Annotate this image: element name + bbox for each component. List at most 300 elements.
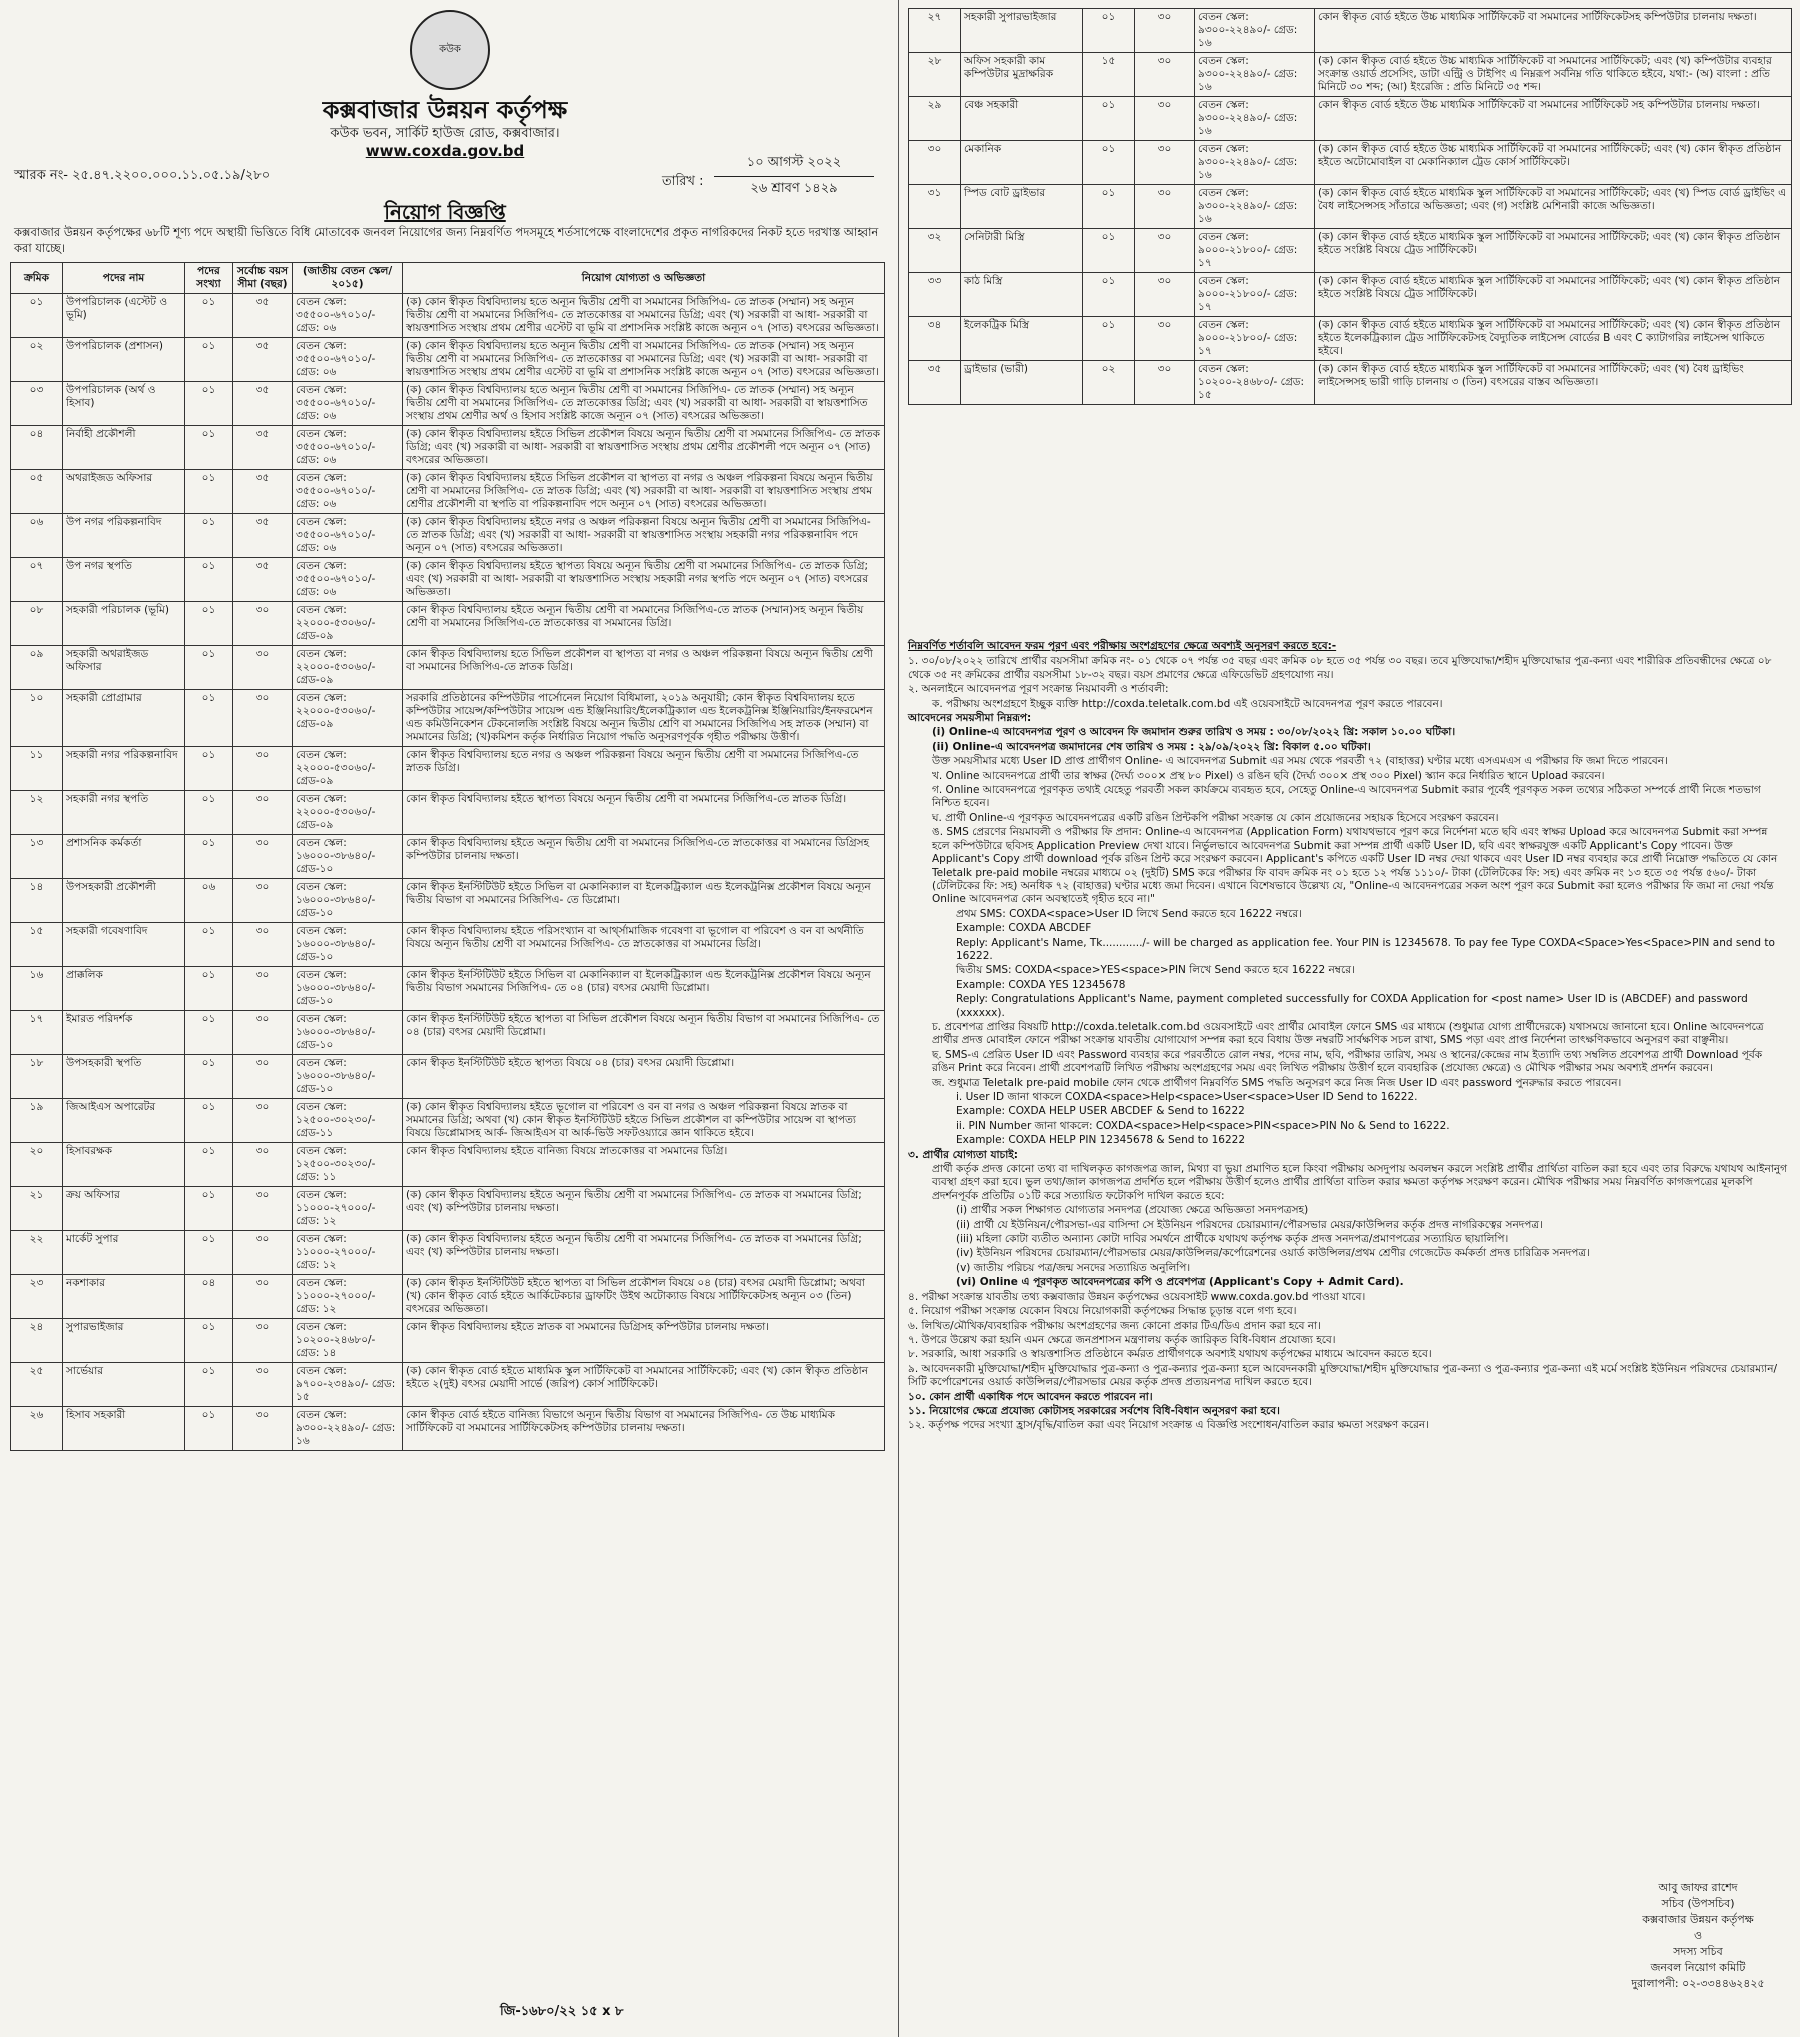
column-divider (898, 0, 899, 2037)
header-serial: ক্রমিক (11, 263, 63, 294)
post-name-cell: সহকারী অথরাইজড অফিসার (63, 646, 185, 690)
date-english: ১০ আগস্ট ২০২২ (714, 151, 874, 177)
post-name-cell: নকশাকার (63, 1275, 185, 1319)
age-limit-cell: ৩০ (233, 791, 293, 835)
doc-i: (i) প্রার্থীর সকল শিক্ষাগত যোগ্যতার সনদপত্র (প্রযোজ্য ক্ষেত্রে অভিজ্ঞতা সনদপত্রসহ) (956, 1204, 1309, 1217)
table-row (11, 690, 885, 747)
age-limit-cell: ৩০ (233, 923, 293, 967)
pay-scale-cell: বেতন স্কেল: ১৬০০০-৩৮৬৪০/- গ্রেড-১০ (293, 923, 403, 967)
age-limit-cell: ৩০ (233, 1363, 293, 1407)
qualification-cell: কোন স্বীকৃত বোর্ড হইতে উচ্চ মাধ্যমিক সার্টিফিকেট বা সমমানের সার্টিফিকেট সহ কম্পিউটার চালনায় দক্ষতা। (1315, 97, 1792, 141)
serial-cell: ১০ (11, 690, 63, 747)
serial-cell: ৩৩ (909, 273, 961, 317)
serial-cell: ২৪ (11, 1319, 63, 1363)
qualification-cell: (ক) কোন স্বীকৃত বিশ্ববিদ্যালয় হইতে স্থাপত্য বিষয়ে অন্যূন দ্বিতীয় শ্রেণী বা সমমানের সিজিপিএ- তে স্নাতক ডিগ্রি; এবং (খ) সরকারী বা আধা- সরকারী বা স্বায়ত্তশাসিত সংস্থায় সহকারী নগর স্থপতি পদে অন্যূন ০৭ (সাত) বৎসরের অভিজ্ঞতা। (403, 558, 885, 602)
table-row (11, 646, 885, 690)
qualification-cell: কোন স্বীকৃত বিশ্ববিদ্যালয় হইতে অন্যূন দ্বিতীয় শ্রেণী বা সমমানের সিজিপিএ-তে স্নাতক (সম্মান)সহ অন্যূন দ্বিতীয় শ্রেণী বা সমমানের সিজিপিএ-তে স্নাতকোত্তর বা সমমানের ডিগ্রি। (403, 602, 885, 646)
qualification-cell: (ক) কোন স্বীকৃত বিশ্ববিদ্যালয় হতে অন্যূন দ্বিতীয় শ্রেণী বা সমমানের সিজিপিএ- তে স্নাতক (সম্মান) সহ অন্যূন দ্বিতীয় শ্রেণী বা সমমানের সিজিপিএ- তে স্নাতকোত্তর ডিগ্রি; এবং (খ) সরকারী বা আধা- সরকারী বা স্বায়ত্তশাসিত সংস্থায় প্রথম শ্রেণীর অর্থ ও হিসাব সংশ্লিষ্ট কাজে অন্যূন ০৭ (সাত) বৎসরের অভিজ্ঞতা। (403, 382, 885, 426)
table-header-row (11, 263, 885, 294)
table-row (909, 273, 1792, 317)
table-row (11, 1275, 885, 1319)
table-row (11, 294, 885, 338)
table-row (909, 141, 1792, 185)
header-post: পদের নাম (63, 263, 185, 294)
qualification-cell: (ক) কোন স্বীকৃত বোর্ড হইতে মাধ্যমিক স্কুল সার্টিফিকেট বা সমমানের সার্টিফিকেট; এবং (খ) কোন স্বীকৃত প্রতিষ্ঠান হইতে সংশ্লিষ্ট বিষয়ে ট্রেড সার্টিফিকেট। (1315, 273, 1792, 317)
age-limit-cell: ৩০ (233, 646, 293, 690)
post-name-cell: ইমারত পরিদর্শক (63, 1011, 185, 1055)
post-count-cell: ০১ (185, 1055, 233, 1099)
qualification-cell: (ক) কোন স্বীকৃত বোর্ড হইতে মাধ্যমিক স্কুল সার্টিফিকেট বা সমমানের সার্টিফিকেট; এবং (খ) কোন স্বীকৃত প্রতিষ্ঠান হইতে ২(দুই) বৎসর মেয়াদী সার্ভে (জরিপ) কোর্স সার্টিফিকেট। (403, 1363, 885, 1407)
instruction-7: ৭. উপরে উল্লেখ করা হয়নি এমন ক্ষেত্রে জনপ্রশাসন মন্ত্রণালয় কর্তৃক জারিকৃত বিধি-বিধান প্রযোজ্য হবে। (908, 1333, 1336, 1346)
table-row (11, 835, 885, 879)
post-count-cell: ০১ (185, 1099, 233, 1143)
qualification-cell: (ক) কোন স্বীকৃত বোর্ড হইতে মাধ্যমিক স্কুল সার্টিফিকেট বা সমমানের সার্টিফিকেট; এবং (খ) কোন স্বীকৃত প্রতিষ্ঠান হইতে সংশ্লিষ্ট বিষয়ে ট্রেড সার্টিফিকেট। (1315, 229, 1792, 273)
serial-cell: ৩৪ (909, 317, 961, 361)
post-count-cell: ০১ (185, 558, 233, 602)
serial-cell: ২২ (11, 1231, 63, 1275)
table-row (11, 747, 885, 791)
right-column (908, 0, 1800, 2037)
pay-scale-cell: বেতন স্কেল: ৩৫৫০০-৬৭০১০/- গ্রেড: ০৬ (293, 382, 403, 426)
sms-first-reply: Reply: Applicant's Name, Tk............/- will be charged as application fee. Your PIN is 12345678. To pay fee Type COXDA<Space>Yes<Space>PIN and send to 16222. (956, 936, 1775, 962)
instruction-11: ১১. নিয়োগের ক্ষেত্রে প্রযোজ্য কোটাসহ সরকারের সর্বশেষ বিধি-বিধান অনুসরণ করা হবে। (908, 1404, 1280, 1417)
pay-scale-cell: বেতন স্কেল: ১৬০০০-৩৮৬৪০/- গ্রেড-১০ (293, 1011, 403, 1055)
serial-cell: ২৯ (909, 97, 961, 141)
post-name-cell: প্রাক্কলিক (63, 967, 185, 1011)
serial-cell: ১৩ (11, 835, 63, 879)
qualification-cell: (ক) কোন স্বীকৃত বোর্ড হইতে উচ্চ মাধ্যমিক সার্টিফিকেট বা সমমানের সার্টিফিকেট; এবং (খ) কোন স্বীকৃত প্রতিষ্ঠান হইতে অটোমোবাইল বা মেকানিক্যাল ট্রেড কোর্স সার্টিফিকেট। (1315, 141, 1792, 185)
age-limit-cell: ৩০ (1135, 9, 1195, 53)
table-row (11, 1407, 885, 1451)
signatory-phone: দুরালাপনী: ০২-৩৩৪৪৬২৪২৫ (1631, 1977, 1765, 1990)
serial-cell: ০৩ (11, 382, 63, 426)
serial-cell: ৩০ (909, 141, 961, 185)
table-row (909, 53, 1792, 97)
serial-cell: ২৬ (11, 1407, 63, 1451)
sms-first-example: Example: COXDA ABCDEF (956, 922, 1092, 935)
header-qualification: নিয়োগ যোগ্যতা ও অভিজ্ঞতা (403, 263, 885, 294)
post-count-cell: ০১ (185, 967, 233, 1011)
qualification-cell: (ক) কোন স্বীকৃত বিশ্ববিদ্যালয় হইতে সিভিল প্রকৌশল বিষয়ে অন্যূন দ্বিতীয় শ্রেণী বা সমমানের সিজিপিএ- তে স্নাতক ডিগ্রি; এবং (খ) সরকারী বা আধা- সরকারী বা স্বায়ত্তশাসিত সংস্থায় প্রথম শ্রেণীর প্রকৌশলী পদে অন্যূন ০৭ (সাত) বৎসরের অভিজ্ঞতা। (403, 426, 885, 470)
post-count-cell: ০১ (1083, 317, 1135, 361)
age-limit-cell: ৩০ (233, 1187, 293, 1231)
table-row (909, 9, 1792, 53)
table-row (909, 317, 1792, 361)
pay-scale-cell: বেতন স্কেল: ২২০০০-৫৩০৬০/- গ্রেড-০৯ (293, 602, 403, 646)
serial-cell: ২০ (11, 1143, 63, 1187)
post-count-cell: ০১ (1083, 97, 1135, 141)
post-name-cell: হিসাব সহকারী (63, 1407, 185, 1451)
table-row (11, 791, 885, 835)
table-row (11, 1363, 885, 1407)
pay-scale-cell: বেতন স্কেল: ১২৫০০-৩০২৩০/- গ্রেড-১১ (293, 1099, 403, 1143)
post-count-cell: ০৪ (185, 1275, 233, 1319)
pay-scale-cell: বেতন স্কেল: ১০২০০-২৪৬৮০/- গ্রেড: ১৪ (293, 1319, 403, 1363)
age-limit-cell: ৩০ (233, 602, 293, 646)
qualification-cell: (ক) কোন স্বীকৃত বিশ্ববিদ্যালয় হইতে সিভিল প্রকৌশল বা স্থাপত্য বা নগর ও অঞ্চল পরিকল্পনা বিষয়ে অন্যূন দ্বিতীয় শ্রেণী বা সমমানের সিজিপিএ- তে স্নাতক ডিগ্রি; এবং (খ) সরকারী বা আধা- সরকারী বা স্বায়ত্তশাসিত সংস্থায় প্রথম শ্রেণীর প্রকৌশলী বা স্থপতি বা পরিকল্পনাবিদ পদে অন্যূন ০৭ (সাত) বৎসরের অভিজ্ঞতা। (403, 470, 885, 514)
pay-scale-cell: বেতন স্কেল: ১৬০০০-৩৮৬৪০/- গ্রেড-১০ (293, 835, 403, 879)
age-limit-cell: ৩০ (1135, 97, 1195, 141)
post-name-cell: ইলেকট্রিক মিস্ত্রি (961, 317, 1083, 361)
table-row (11, 879, 885, 923)
pay-scale-cell: বেতন স্কেল: ৯৩০০-২২৪৯০/- গ্রেড: ১৬ (293, 1407, 403, 1451)
pay-scale-cell: বেতন স্কেল: ১৬০০০-৩৮৬৪০/- গ্রেড-১০ (293, 879, 403, 923)
pay-scale-cell: বেতন স্কেল: ৯০০০-২১৮০০/- গ্রেড: ১৭ (1195, 273, 1315, 317)
age-limit-cell: ৩০ (233, 967, 293, 1011)
post-count-cell: ০২ (1083, 361, 1135, 405)
qualification-cell: (ক) কোন স্বীকৃত বোর্ড হইতে মাধ্যমিক স্কুল সার্টিফিকেট বা সমমানের সার্টিফিকেট; এবং (খ) বৈধ ড্রাইভিং লাইসেন্সসহ ভারী গাড়ি চালনায় ৩ (তিন) বৎসরের বাস্তব অভিজ্ঞতা। (1315, 361, 1792, 405)
qualification-cell: (ক) কোন স্বীকৃত বিশ্ববিদ্যালয় হইতে নগর ও অঞ্চল পরিকল্পনা বিষয়ে অন্যূন দ্বিতীয় শ্রেণী বা সমমানের সিজিপিএ- তে স্নাতক ডিগ্রি; এবং (খ) সরকারী বা আধা- সরকারী বা স্বায়ত্তশাসিত সংস্থায় সহকারী নগর পরিকল্পনাবিদ পদে অন্যূন ০৭ (সাত) বৎসরের অভিজ্ঞতা। (403, 514, 885, 558)
qualification-cell: কোন স্বীকৃত ইনস্টিটিউট হইতে সিভিল বা মেকানিক্যাল বা ইলেকট্রিক্যাল এন্ড ইলেকট্রনিক্স প্রকৌশল বিষয়ে অন্যূন দ্বিতীয় বিভাগ বা সমমানের সিজিপিএ- তে ডিপ্লোমা। (403, 879, 885, 923)
pay-scale-cell: বেতন স্কেল: ৯৩০০-২২৪৯০/- গ্রেড: ১৬ (1195, 185, 1315, 229)
age-limit-cell: ৩০ (1135, 53, 1195, 97)
serial-cell: ১৫ (11, 923, 63, 967)
instruction-8: ৮. সরকারি, আধা সরকারি ও স্বায়ত্তশাসিত প্রতিষ্ঠানে কর্মরত প্রার্থীগণকে অবশ্যই যথাযথ কর্তৃপক্ষের মাধ্যমে আবেদন করতে হবে। (908, 1348, 1432, 1361)
header-count: পদের সংখ্যা (185, 263, 233, 294)
serial-cell: ১৭ (11, 1011, 63, 1055)
post-name-cell: সহকারী গবেষণাবিদ (63, 923, 185, 967)
instruction-2-start: (i) Online-এ আবেদনপত্র পূরণ ও আবেদন ফি জমাদান শুরুর তারিখ ও সময় : ৩০/০৮/২০২২ খ্রি: সকাল ১০.০০ ঘটিকা। (932, 726, 1456, 739)
qualification-cell: কোন স্বীকৃত বিশ্ববিদ্যালয় হইতে পরিসংখ্যান বা আর্থ্সামাজিক গবেষণা বা ভূগোল বা পরিবেশ ও বন বা অর্থনীতি বিষয়ে অন্যূন দ্বিতীয় শ্রেণী বা সমমানের সিজিপিএ- তে স্নাতকোত্তর বা সমমানের ডিগ্রি। (403, 923, 885, 967)
instruction-2-timeline: আবেদনের সময়সীমা নিম্নরূপ: (908, 712, 1032, 725)
post-name-cell: কাঠ মিস্ত্রি (961, 273, 1083, 317)
post-name-cell: উপপরিচালক (প্রশাসন) (63, 338, 185, 382)
pay-scale-cell: বেতন স্কেল: ৩৫৫০০-৬৭০১০/- গ্রেড: ০৬ (293, 426, 403, 470)
pay-scale-cell: বেতন স্কেল: ৩৫৫০০-৬৭০১০/- গ্রেড: ০৬ (293, 470, 403, 514)
intro-text: কক্সবাজার উন্নয়ন কর্তৃপক্ষের ৬৮টি শূণ্য পদে অস্থায়ী ভিত্তিতে বিধি মোতাবেক জনবল নিয়োগের জন্য নিম্নবর্ণিত পদসমূহে শর্তসাপেক্ষে বাংলাদেশের প্রকৃত নাগরিকদের নিকট হতে দরখাস্ত আহ্বান করা যাচ্ছে। (14, 225, 879, 255)
org-website[interactable]: www.coxda.gov.bd (365, 142, 525, 160)
qualification-cell: (ক) কোন স্বীকৃত বোর্ড হইতে উচ্চ মাধ্যমিক সার্টিফিকেট বা সমমানের সার্টিফিকেট; এবং (খ) কম্পিউটার ব্যবহার সংক্রান্ত ওয়ার্ড প্রসেসিং, ডাটা এন্ট্রি ও টাইপিং এ নিম্নরূপ সর্বনিম্ন গতি থাকিতে হইবে, যথা:- (অ) বাংলা : প্রতি মিনিটে ৩০ শব্দ; (আ) ইংরেজি : প্রতি মিনিটে ৩৫ শব্দ। (1315, 53, 1792, 97)
instruction-3: ৩. প্রার্থীর যোগ্যতা যাচাই: (908, 1148, 1018, 1161)
post-count-cell: ০১ (185, 747, 233, 791)
post-count-cell: ০৬ (185, 879, 233, 923)
serial-cell: ১৬ (11, 967, 63, 1011)
qualification-cell: (ক) কোন স্বীকৃত বিশ্ববিদ্যালয় হতে অন্যূন দ্বিতীয় শ্রেণী বা সমমানের সিজিপিএ- তে স্নাতক (সম্মান) সহ অন্যূন দ্বিতীয় শ্রেণী বা সমমানের সিজিপিএ- তে স্নাতকোত্তর বা সমমানের ডিগ্রি; এবং (খ) সরকারী বা আধা- সরকারী বা স্বায়ত্তশাসিত সংস্থায় প্রথম শ্রেণীর এস্টেট বা ভূমি বা প্রশাসনিক সংশ্লিষ্ট কাজে অন্যূন ০৭ (সাত) বৎসরের অভিজ্ঞতা। (403, 338, 885, 382)
pay-scale-cell: বেতন স্কেল: ৯৩০০-২২৪৯০/- গ্রেড: ১৬ (1195, 97, 1315, 141)
post-name-cell: সহকারী প্রোগ্রামার (63, 690, 185, 747)
instruction-3-text: প্রার্থী কর্তৃক প্রদত্ত কোনো তথ্য বা দাখিলকৃত কাগজপত্র জাল, মিথ্যা বা ভুয়া প্রমাণিত হলে কিংবা পরীক্ষায় অসদুপায় অবলম্বন করলে সংশ্লিষ্ট প্রার্থীর প্রার্থিতা বাতিল করা হবে এবং তার বিরুদ্ধে যথাযথ আইনানুগ ব্যবস্থা গ্রহণ করা হবে। ভুল তথ্য/জাল কাগজপত্র প্রদর্শিত হলে পরীক্ষায় উত্তীর্ণ হলেও প্রার্থীর প্রার্থিতা বাতিল করার ক্ষমতা কর্তৃপক্ষ সংরক্ষণ করেন। মৌখিক পরীক্ষার সময় নিম্নবর্ণিত কাগজপত্রের মূলকপি প্রদর্শনপূর্বক প্রতিটির ০১টি করে সত্যায়িত ফটোকপি দাখিল করতে হবে: (932, 1163, 1787, 1202)
qualification-cell: (ক) কোন স্বীকৃত বোর্ড হইতে মাধ্যমিক স্কুল সার্টিফিকেট বা সমমানের সার্টিফিকেট; এবং (খ) কোন স্বীকৃত প্রতিষ্ঠান হইতে ইলেকট্রিক্যাল ট্রেড সার্টিফিকেটসহ বৈদ্যুতিক লাইসেন্স বোর্ডের B এবং C ক্যাটাগরির লাইসেন্স থাকিতে হইবে। (1315, 317, 1792, 361)
table-row (11, 382, 885, 426)
serial-cell: ১৯ (11, 1099, 63, 1143)
post-count-cell: ০১ (185, 1363, 233, 1407)
doc-ii: (ii) প্রার্থী যে ইউনিয়ন/পৌরসভা-এর বাসিন্দা সে ইউনিয়ন পরিষদের চেয়ারম্যান/পৌরসভার মেয়র/কাউন্সিলর কর্তৃক প্রদত্ত নাগরিকত্বের সনদপত্র। (956, 1218, 1543, 1231)
left-column (0, 0, 890, 2037)
post-count-cell: ০১ (1083, 273, 1135, 317)
post-count-cell: ০১ (185, 835, 233, 879)
serial-cell: ০৯ (11, 646, 63, 690)
pay-scale-cell: বেতন স্কেল: ১৬০০০-৩৮৬৪০/- গ্রেড-১০ (293, 967, 403, 1011)
qualification-cell: (ক) কোন স্বীকৃত ইনস্টিটিউট হইতে স্থাপত্য বা সিভিল প্রকৌশল বিষয়ে ০৪ (চার) বৎসর মেয়াদী ডিপ্লোমা; অথবা (খ) কোন স্বীকৃত বোর্ড হইতে আর্কিটেকচার ড্রাফটিং উইথ অটোক্যাড বিষয়ে সার্টিফিকেটসহ অন্যূন ০৩ (তিন) বৎসরের অভিজ্ঞতা। (403, 1275, 885, 1319)
pay-scale-cell: বেতন স্কেল: ২২০০০-৫৩০৬০/- গ্রেড-০৯ (293, 646, 403, 690)
table-row (909, 97, 1792, 141)
org-address: কউক ভবন, সার্কিট হাউজ রোড, কক্সবাজার। (330, 126, 560, 141)
serial-cell: ০১ (11, 294, 63, 338)
sms-second-reply: Reply: Congratulations Applicant's Name, payment completed successfully for COXDA Application for <post name> User ID is (ABCDEF) and password (xxxxxx). (956, 993, 1748, 1019)
serial-cell: ৩১ (909, 185, 961, 229)
age-limit-cell: ৩০ (233, 879, 293, 923)
age-limit-cell: ৩০ (233, 690, 293, 747)
table-row (11, 1231, 885, 1275)
instruction-2a: ক. পরীক্ষায় অংশগ্রহণে ইচ্ছুক ব্যক্তি http://coxda.teletalk.com.bd এই ওয়েবসাইটে আবেদনপত্র পূরণ করতে পারবেন। (932, 697, 1443, 710)
post-name-cell: মার্কেট সুপার (63, 1231, 185, 1275)
sms-second: দ্বিতীয় SMS: COXDA<space>YES<space>PIN লিখে Send করতে হবে 16222 নম্বরে। (956, 964, 1355, 977)
age-limit-cell: ৩০ (233, 1011, 293, 1055)
instruction-2-end: (ii) Online-এ আবেদনপত্র জমাদানের শেষ তারিখ ও সময় : ২৯/০৯/২০২২ খ্রি: বিকাল ৫.০০ ঘটিকা। (932, 740, 1371, 753)
table-row (11, 470, 885, 514)
pay-scale-cell: বেতন স্কেল: ২২০০০-৫৩০৬০/- গ্রেড-০৯ (293, 791, 403, 835)
org-logo: কউক (410, 10, 490, 90)
instruction-2: ২. অনলাইনে আবেদনপত্র পূরণ সংক্রান্ত নিয়মাবলী ও শর্তাবলী: (908, 683, 1169, 696)
post-name-cell: মেকানিক (961, 141, 1083, 185)
instructions (908, 640, 1788, 1434)
post-name-cell: ড্রাইভার (ভারী) (961, 361, 1083, 405)
table-row (11, 1187, 885, 1231)
recover-pin: ii. PIN Number জানা থাকলে: COXDA<space>Help<space>PIN<space>PIN No & Send to 16222. (956, 1119, 1450, 1132)
qualification-cell: কোন স্বীকৃত বিশ্ববিদ্যালয় হইতে অন্যূন দ্বিতীয় শ্রেণী বা সমমানের সিজিপিএ-তে স্নাতকোত্তর বা সমমানের ডিগ্রিসহ কম্পিউটার চালনায় দক্ষতা। (403, 835, 885, 879)
post-count-cell: ০১ (185, 791, 233, 835)
post-count-cell: ০১ (1083, 229, 1135, 273)
age-limit-cell: ৩০ (233, 1143, 293, 1187)
serial-cell: ১৮ (11, 1055, 63, 1099)
qualification-cell: কোন স্বীকৃত বিশ্ববিদ্যালয় হতে সিভিল প্রকৌশল বা স্থাপত্য বা নগর ও অঞ্চল পরিকল্পনা বিষয়ে অন্যূন দ্বিতীয় শ্রেণী বা সমমানের সিজিপিএ-তে স্নাতক ডিগ্রি। (403, 646, 885, 690)
qualification-cell: কোন স্বীকৃত বিশ্ববিদ্যালয় হইতে বানিজ্য বিষয়ে স্নাতকোত্তর বা সমমানের ডিগ্রি। (403, 1143, 885, 1187)
post-name-cell: সহকারী নগর স্থপতি (63, 791, 185, 835)
org-name: কক্সবাজার উন্নয়ন কর্তৃপক্ষ (322, 96, 568, 124)
pay-scale-cell: বেতন স্কেল: ২২০০০-৫৩০৬০/- গ্রেড-০৯ (293, 690, 403, 747)
age-limit-cell: ৩০ (1135, 317, 1195, 361)
instruction-2h: জ. শুধুমাত্র Teletalk pre-paid mobile ফোন থেকে প্রার্থীগণ নিম্নবর্ণিত SMS পদ্ধতি অনুসরণ করে নিজ নিজ User ID এবং password পুনরুদ্ধার করতে পারবেন। (932, 1076, 1622, 1089)
instruction-9: ৯. আবেদনকারী মুক্তিযোদ্ধা/শহীদ মুক্তিযোদ্ধার পুত্র-কন্যা ও পুত্র-কন্যার পুত্র-কন্যা হলে আবেদনকারী মুক্তিযোদ্ধা/শহীদ মুক্তিযোদ্ধার পুত্র-কন্যা ও পুত্র-কন্যার পুত্র-কন্যা এই মর্মে সংশ্লিষ্ট ইউনিয়ন পরিষদের চেয়ারম্যান/সিটি কর্পোরেশনের ওয়ার্ড কাউন্সিলর/পৌরসভার মেয়র কর্তৃক প্রদত্ত প্রত্যয়নপত্র দাখিল করতে হবে। (908, 1362, 1777, 1389)
table-row (11, 426, 885, 470)
signatory-designation: সচিব (উপসচিব) (1661, 1897, 1735, 1910)
table-row (11, 514, 885, 558)
age-limit-cell: ৩০ (233, 1231, 293, 1275)
post-count-cell: ০১ (185, 646, 233, 690)
post-count-cell: ০১ (1083, 9, 1135, 53)
recover-user-id: i. User ID জানা থাকলে COXDA<space>Help<space>User<space>User ID Send to 16222. (956, 1091, 1418, 1103)
signatory-name: আবু জাফর রাশেদ (1658, 1881, 1738, 1894)
post-name-cell: সেনিটারী মিস্ত্রি (961, 229, 1083, 273)
instruction-6: ৬. লিখিত/মৌখিক/ব্যবহারিক পরীক্ষায় অংশগ্রহণের জন্য কোনো প্রকার টিএ/ডিএ প্রদান করা হবে না। (908, 1319, 1321, 1332)
post-name-cell: সুপারভাইজার (63, 1319, 185, 1363)
age-limit-cell: ৩০ (233, 1275, 293, 1319)
qualification-cell: (ক) কোন স্বীকৃত বিশ্ববিদ্যালয় হতে অন্যূন দ্বিতীয় শ্রেণী বা সমমানের সিজিপিএ- তে স্নাতক (সম্মান) সহ অন্যূন দ্বিতীয় শ্রেণী বা সমমানের সিজিপিএ- তে স্নাতকোত্তর বা সমমানের ডিগ্রি; এবং (খ) সরকারী বা আধা- সরকারী বা স্বায়ত্তশাসিত সংস্থায় প্রথম শ্রেণীর এস্টেট বা ভূমি বা প্রশাসনিক সংশ্লিষ্ট কাজে অন্যূন ০৭ (সাত) বৎসরের অভিজ্ঞতা। (403, 294, 885, 338)
post-name-cell: হিসাবরক্ষক (63, 1143, 185, 1187)
age-limit-cell: ৩০ (233, 1055, 293, 1099)
table-row (11, 967, 885, 1011)
serial-cell: ০৪ (11, 426, 63, 470)
age-limit-cell: ৩৫ (233, 558, 293, 602)
post-name-cell: নির্বাহী প্রকৌশলী (63, 426, 185, 470)
instruction-1: ১. ৩০/০৮/২০২২ তারিখে প্রার্থীর বয়সসীমা ক্রমিক নং- ০১ থেকে ০৭ পর্যন্ত ৩৫ বছর এবং ক্রমিক ০৮ হতে ৩৫ পর্যন্ত ৩০ বছর। তবে মুক্তিযোদ্ধা/শহীদ মুক্তিযোদ্ধার পুত্র-কন্যা এবং শারীরিক প্রতিবন্ধীদের ক্ষেত্রে ০৮ থেকে ৩৫ নং ক্রমিকের প্রার্থীর বয়সসীমা ১৮-৩২ বছর। বয়স প্রমাণের ক্ষেত্রে এফিডেভিট গ্রহণযোগ্য নয়। (908, 655, 1772, 681)
pay-scale-cell: বেতন স্কেল: ৯৩০০-২২৪৯০/- গ্রেড: ১৬ (1195, 141, 1315, 185)
age-limit-cell: ৩০ (233, 835, 293, 879)
pay-scale-cell: বেতন স্কেল: ১১০০০-২৭০০০/- গ্রেড: ১২ (293, 1231, 403, 1275)
signatory-org: কক্সবাজার উন্নয়ন কর্তৃপক্ষ (1642, 1913, 1754, 1926)
age-limit-cell: ৩০ (1135, 185, 1195, 229)
age-limit-cell: ৩৫ (233, 470, 293, 514)
signature-block (1608, 1880, 1788, 1992)
qualification-cell: কোন স্বীকৃত বোর্ড হইতে বানিজ্য বিভাগে অন্যূন দ্বিতীয় বিভাগ বা সমমানের সিজিপিএ- তে উচ্চ মাধ্যমিক সার্টিফিকেট বা সমমানের সার্টিফিকেটসহ কম্পিউটার চালনায় দক্ষতা। (403, 1407, 885, 1451)
post-count-cell: ০১ (185, 1407, 233, 1451)
serial-cell: ০৭ (11, 558, 63, 602)
post-count-cell: ০১ (185, 923, 233, 967)
instruction-10: ১০. কোন প্রার্থী একাধিক পদে আবেদন করতে পারবেন না। (908, 1390, 1153, 1403)
serial-cell: ৩২ (909, 229, 961, 273)
age-limit-cell: ৩০ (1135, 141, 1195, 185)
table-row (909, 185, 1792, 229)
post-name-cell: অফিস সহকারী কাম কম্পিউটার মুদ্রাক্ষরিক (961, 53, 1083, 97)
post-name-cell: সহকারী সুপারভাইজার (961, 9, 1083, 53)
instruction-2g: ছ. SMS-এ প্রেরিত User ID এবং Password ব্যবহার করে পরবর্তীতে রোল নম্বর, পদের নাম, ছবি, পরীক্ষার তারিখ, সময় ও স্থানের/কেন্দ্রের নাম ইত্যাদি তথ্য সম্বলিত প্রবেশপত্র প্রার্থী Download পূর্বক রঙিন Print করে নিবেন। প্রার্থী প্রবেশপত্রটি লিখিত পরীক্ষায় অংশগ্রহণের সময় এবং লিখিত পরীক্ষায় উত্তীর্ণ হলে ব্যবহারিক (প্রযোজ্য ক্ষেত্রে) ও মৌখিক পরীক্ষার সময় অবশ্যই প্রদর্শন করবেন। (932, 1048, 1763, 1075)
post-name-cell: অথরাইজড অফিসার (63, 470, 185, 514)
table-row (11, 338, 885, 382)
age-limit-cell: ৩০ (1135, 229, 1195, 273)
post-count-cell: ০১ (185, 602, 233, 646)
table-row (909, 361, 1792, 405)
signatory-and: ও (1693, 1929, 1703, 1942)
pay-scale-cell: বেতন স্কেল: ১১০০০-২৭০০০/- গ্রেড: ১২ (293, 1275, 403, 1319)
age-limit-cell: ৩০ (233, 747, 293, 791)
post-name-cell: স্পিড বোট ড্রাইভার (961, 185, 1083, 229)
doc-v: (v) জাতীয় পরিচয় পত্র/জন্ম সনদের সত্যায়িত অনুলিপি। (956, 1261, 1191, 1274)
post-count-cell: ০১ (185, 1231, 233, 1275)
post-name-cell: বেঞ্চ সহকারী (961, 97, 1083, 141)
age-limit-cell: ৩০ (233, 1099, 293, 1143)
post-name-cell: উপ নগর স্থপতি (63, 558, 185, 602)
table-row (909, 229, 1792, 273)
qualification-cell: কোন স্বীকৃত বোর্ড হইতে উচ্চ মাধ্যমিক সার্টিফিকেট বা সমমানের সার্টিফিকেটসহ কম্পিউটার চালনায় দক্ষতা। (1315, 9, 1792, 53)
serial-cell: ১২ (11, 791, 63, 835)
pay-scale-cell: বেতন স্কেল: ৩৫৫০০-৬৭০১০/- গ্রেড: ০৬ (293, 338, 403, 382)
signatory-committee: জনবল নিয়োগ কমিটি (1650, 1961, 1746, 1974)
instruction-2b: খ. Online আবেদনপত্রে প্রার্থী তার স্বাক্ষর (দৈর্ঘ্য ৩০০× প্রস্থ ৮০ Pixel) ও রঙিন ছবি (দৈর্ঘ্য ৩০০× প্রস্থ ৩০০ Pixel) স্ক্যান করে নির্ধারিত স্থানে Upload করবেন। (932, 769, 1605, 782)
age-limit-cell: ৩৫ (233, 294, 293, 338)
pay-scale-cell: বেতন স্কেল: ৯৩০০-২২৪৯০/- গ্রেড: ১৬ (1195, 53, 1315, 97)
post-count-cell: ০১ (185, 1319, 233, 1363)
post-name-cell: উপপরিচালক (এস্টেট ও ভূমি) (63, 294, 185, 338)
instruction-2c: গ. Online আবেদনপত্রে পূরণকৃত তথ্যই যেহেতু পরবর্তী সকল কার্যক্রমে ব্যবহৃত হবে, সেহেতু Online-এ আবেদনপত্র Submit করার পূর্বেই পূরণকৃত সকল তথ্যের সঠিকতা সম্পর্কে প্রার্থী নিজে শতভাগ নিশ্চিত হবেন। (932, 784, 1761, 810)
serial-cell: ০২ (11, 338, 63, 382)
table-row (11, 1143, 885, 1187)
table-row (11, 1319, 885, 1363)
qualification-cell: (ক) কোন স্বীকৃত বিশ্ববিদ্যালয় হইতে অন্যূন দ্বিতীয় শ্রেণী বা সমমানের সিজিপিএ- তে স্নাতক বা সমমানের ডিগ্রি; এবং (খ) কম্পিউটার চালনায় দক্ষতা। (403, 1187, 885, 1231)
serial-cell: ২৩ (11, 1275, 63, 1319)
pay-scale-cell: বেতন স্কেল: ৯০০০-২১৮০০/- গ্রেড: ১৭ (1195, 229, 1315, 273)
post-count-cell: ০১ (185, 1187, 233, 1231)
pay-scale-cell: বেতন স্কেল: ১৬০০০-৩৮৬৪০/- গ্রেড-১০ (293, 1055, 403, 1099)
age-limit-cell: ৩০ (1135, 361, 1195, 405)
qualification-cell: কোন স্বীকৃত বিশ্ববিদ্যালয় হইতে স্নাতক বা সমমানের ডিগ্রিসহ কম্পিউটার চালনায় দক্ষতা। (403, 1319, 885, 1363)
post-count-cell: ০১ (185, 426, 233, 470)
table-row (11, 1099, 885, 1143)
table-row (11, 1011, 885, 1055)
sms-first: প্রথম SMS: COXDA<space>User ID লিখে Send করতে হবে 16222 নম্বরে। (956, 907, 1302, 920)
post-count-cell: ০১ (1083, 185, 1135, 229)
posts-table-left (10, 262, 885, 1451)
post-count-cell: ০১ (185, 1143, 233, 1187)
table-row (11, 558, 885, 602)
header-pay: (জাতীয় বেতন স্কেল/২০১৫) (293, 263, 403, 294)
instruction-5: ৫. নিয়োগ পরীক্ষা সংক্রান্ত যেকোন বিষয়ে নিয়োগকারী কর্তৃপক্ষের সিদ্ধান্ত চূড়ান্ত বলে গণ্য হবে। (908, 1305, 1297, 1318)
date-label: তারিখ : (662, 174, 704, 189)
table-row (11, 602, 885, 646)
post-name-cell: উপসহকারী স্থপতি (63, 1055, 185, 1099)
pay-scale-cell: বেতন স্কেল: ৯৭০০-২৩৪৯০/- গ্রেড: ১৫ (293, 1363, 403, 1407)
post-name-cell: সহকারী পরিচালক (ভূমি) (63, 602, 185, 646)
age-limit-cell: ৩০ (233, 1319, 293, 1363)
serial-cell: ২৮ (909, 53, 961, 97)
instruction-12: ১২. কর্তৃপক্ষ পদের সংখ্যা হ্রাস/বৃদ্ধি/বাতিল করা এবং নিয়োগ সংক্রান্ত এ বিজ্ঞপ্তি সংশোধন/বাতিল করার ক্ষমতা সংরক্ষণ করেন। (908, 1419, 1429, 1432)
serial-cell: ২৫ (11, 1363, 63, 1407)
qualification-cell: (ক) কোন স্বীকৃত বিশ্ববিদ্যালয় হইতে অন্যূন দ্বিতীয় শ্রেণী বা সমমানের সিজিপিএ- তে স্নাতক বা সমমানের ডিগ্রি; এবং (খ) কম্পিউটার চালনায় দক্ষতা। (403, 1231, 885, 1275)
serial-cell: ৩৫ (909, 361, 961, 405)
age-limit-cell: ৩৫ (233, 382, 293, 426)
qualification-cell: কোন স্বীকৃত বিশ্ববিদ্যালয় হতে নগর ও অঞ্চল পরিকল্পনা বিষয়ে অন্যূন দ্বিতীয় শ্রেণী বা সমমানের সিজিপিএ-তে স্নাতক ডিগ্রি। (403, 747, 885, 791)
posts-table-right (908, 8, 1792, 405)
instructions-heading: নিম্নবর্ণিত শর্তাবলি আবেদন ফরম পূরণ এবং পরীক্ষায় অংশগ্রহণের ক্ষেত্রে অবশ্যই অনুসরণ করতে হবে:- (908, 640, 1337, 652)
instruction-2-fee-window: উক্ত সময়সীমার মধ্যে User ID প্রাপ্ত প্রার্থীগণ Online- এ আবেদনপত্র Submit এর সময় থেকে পরবর্তী ৭২ (বাহাত্তর) ঘণ্টার মধ্যে এসএমএস এ পরীক্ষার ফি জমা দিতে পারবেন। (932, 755, 1668, 768)
serial-cell: ১১ (11, 747, 63, 791)
post-name-cell: ক্রয় অফিসার (63, 1187, 185, 1231)
memo-number: স্মারক নং- ২৫.৪৭.২২০০.০০০.১১.০৫.১৯/২৮০ (14, 168, 271, 183)
post-name-cell: উপসহকারী প্রকৌশলী (63, 879, 185, 923)
post-count-cell: ০১ (185, 382, 233, 426)
serial-cell: ০৮ (11, 602, 63, 646)
post-count-cell: ০১ (185, 338, 233, 382)
serial-cell: ০৫ (11, 470, 63, 514)
notice-title: নিয়োগ বিজ্ঞপ্তি (384, 200, 506, 224)
table-row (11, 923, 885, 967)
pay-scale-cell: বেতন স্কেল: ৯৩০০-২২৪৯০/- গ্রেড: ১৬ (1195, 9, 1315, 53)
instruction-4: ৪. পরীক্ষা সংক্রান্ত যাবতীয় তথ্য কক্সবাজার উন্নয়ন কর্তৃপক্ষের ওয়েবসাইট www.coxda.gov.bd পাওয়া যাবে। (908, 1290, 1366, 1303)
instruction-2f: চ. প্রবেশপত্র প্রাপ্তির বিষয়টি http://coxda.teletalk.com.bd ওয়েবসাইটে এবং প্রার্থীর মোবাইল ফোনে SMS এর মাধ্যমে (শুধুমাত্র যোগ্য প্রার্থীদেরকে) যথাসময়ে জানানো হবে। Online আবেদনপত্রে প্রার্থীর প্রদত্ত মোবাইল ফোনে পরীক্ষা সংক্রান্ত যাবতীয় যোগাযোগ সম্পন্ন করা হবে বিধায় উক্ত নম্বরটি সার্বক্ষণিক সচল রাখা, SMS পড়া এবং প্রাপ্ত নির্দেশনা তাৎক্ষণিকভাবে অনুসরণ করা বাঞ্ছনীয়। (932, 1020, 1764, 1047)
post-name-cell: প্রশাসনিক কর্মকর্তা (63, 835, 185, 879)
pay-scale-cell: বেতন স্কেল: ২২০০০-৫৩০৬০/- গ্রেড-০৯ (293, 747, 403, 791)
age-limit-cell: ৩০ (1135, 273, 1195, 317)
recover-pin-example: Example: COXDA HELP PIN 12345678 & Send to 16222 (956, 1134, 1246, 1147)
date-bangla: ২৬ শ্রাবণ ১৪২৯ (750, 181, 838, 196)
doc-iv: (iv) ইউনিয়ন পরিষদের চেয়ারম্যান/পৌরসভার মেয়র/কাউন্সিলর/কর্পোরেশনের ওয়ার্ড কাউন্সিলর/প্রথম শ্রেণীর গেজেটেড কর্মকর্তা প্রদত্ত চারিত্রিক সনদপত্র। (956, 1247, 1590, 1260)
post-count-cell: ০১ (1083, 141, 1135, 185)
post-name-cell: জিআইএস অপারেটর (63, 1099, 185, 1143)
post-name-cell: উপ নগর পরিকল্পনাবিদ (63, 514, 185, 558)
qualification-cell: (ক) কোন স্বীকৃত বোর্ড হইতে মাধ্যমিক স্কুল সার্টিফিকেট বা সমমানের সার্টিফিকেট; এবং (খ) স্পিড বোর্ড ড্রাইভিং এ বৈধ লাইসেন্সসহ সাঁতারে অভিজ্ঞতা; এবং (গ) সংশ্লিষ্ট মেশিনারী কাজে অভিজ্ঞতা। (1315, 185, 1792, 229)
post-name-cell: সার্ভেয়ার (63, 1363, 185, 1407)
post-count-cell: ০১ (185, 470, 233, 514)
recover-user-id-example: Example: COXDA HELP USER ABCDEF & Send to 16222 (956, 1105, 1245, 1118)
table-row (11, 1055, 885, 1099)
qualification-cell: সরকারি প্রতিষ্ঠানের কম্পিউটার পার্সোনেল নিয়োগ বিধিমালা, ২০১৯ অনুযায়ী; কোন স্বীকৃত বিশ্ববিদ্যালয় হতে কম্পিউটার সায়েন্স/কম্পিউটার সায়েন্স এন্ড ইঞ্জিনিয়ারিং/ইলেকট্রিক্যাল এন্ড ইলেকট্রনিক্স ইঞ্জিনিয়ারিং/ইনফরমেশন এন্ড কমিউনিকেশন টেকনোলজি সংশ্লিষ্ট বিষয়ে অন্যূন দ্বিতীয় শ্রেণি বা সমমানের সিজিপিএ সহ স্নাতক (সম্মান) বা সমমানের ডিগ্রি; (খ)কমিশন কর্তৃক নির্ধারিত নিয়োগ পদ্ধতি অনুসরণপূর্বক গৃহীত পরীক্ষায় উত্তীর্ণ। (403, 690, 885, 747)
pay-scale-cell: বেতন স্কেল: ৯০০০-২১৮০০/- গ্রেড: ১৭ (1195, 317, 1315, 361)
doc-iii: (iii) মহিলা কোটা ব্যতীত অন্যান্য কোটা দাবির সমর্থনে প্রার্থীকে যথাযথ কর্তৃপক্ষ কর্তৃক প্রদত্ত সনদপত্র/প্রমাণপত্রের সত্যায়িত ছায়ালিপি। (956, 1233, 1509, 1246)
instruction-2d: ঘ. প্রার্থী Online-এ পূরণকৃত আবেদনপত্রের একটি রঙিন প্রিন্টকপি পরীক্ষা সংক্রান্ত যে কোন প্রয়োজনের সহায়ক হিসেবে সংরক্ষণ করবেন। (932, 811, 1499, 824)
pay-scale-cell: বেতন স্কেল: ১১০০০-২৭০০০/- গ্রেড: ১২ (293, 1187, 403, 1231)
signatory-role: সদস্য সচিব (1673, 1945, 1723, 1958)
age-limit-cell: ৩৫ (233, 514, 293, 558)
pay-scale-cell: বেতন স্কেল: ৩৫৫০০-৬৭০১০/- গ্রেড: ০৬ (293, 294, 403, 338)
serial-cell: ১৪ (11, 879, 63, 923)
pay-scale-cell: বেতন স্কেল: ৩৫৫০০-৬৭০১০/- গ্রেড: ০৬ (293, 558, 403, 602)
qualification-cell: কোন স্বীকৃত ইনস্টিটিউট হইতে স্থাপত্য বা সিভিল প্রকৌশল বিষয়ে অন্যূন দ্বিতীয় বিভাগ বা সমমানের সিজিপিএ- তে ০৪ (চার) বৎসর মেয়াদী ডিপ্লোমা। (403, 1011, 885, 1055)
post-count-cell: ১৫ (1083, 53, 1135, 97)
pay-scale-cell: বেতন স্কেল: ৩৫৫০০-৬৭০১০/- গ্রেড: ০৬ (293, 514, 403, 558)
post-name-cell: সহকারী নগর পরিকল্পনাবিদ (63, 747, 185, 791)
post-name-cell: উপপরিচালক (অর্থ ও হিসাব) (63, 382, 185, 426)
date-box (714, 151, 874, 202)
sms-second-example: Example: COXDA YES 12345678 (956, 978, 1126, 991)
